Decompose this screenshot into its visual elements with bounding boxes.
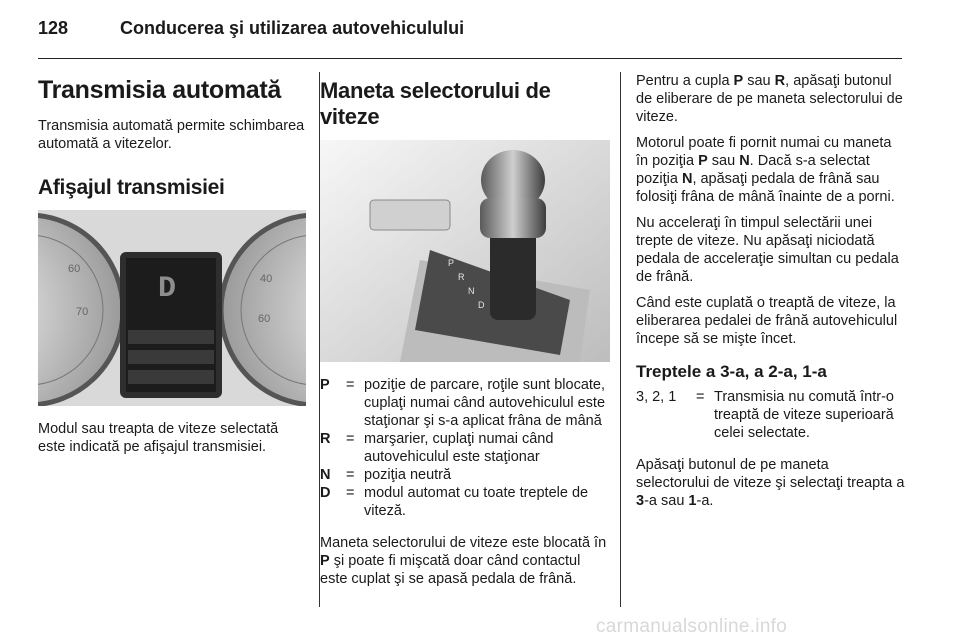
section-heading: Transmisia automată [38, 76, 282, 104]
definition-key: R [320, 431, 331, 447]
intro-paragraph: Transmisia automată permite schimbarea automată a vitezelor. [38, 118, 305, 152]
paragraph-2: Motorul poate fi pornit numai cu maneta în poziţia P sau N. Dacă s-a selectat poziţia N, apăsaţi pedala de frână sau folosiţi frâna de mână înainte de a porni. [636, 135, 895, 205]
transmission-display-figure [38, 210, 306, 406]
svg-text:P: P [448, 258, 455, 268]
definition-r: R = marşarier, cuplaţi numai când autovehiculul este staţionar [320, 430, 610, 466]
column-1 [38, 72, 306, 464]
column-3 [636, 72, 906, 518]
definition-n: N = poziţia neutră [320, 466, 610, 484]
svg-text:60: 60 [258, 313, 271, 325]
svg-text:60: 60 [68, 263, 81, 275]
chapter-title: Conducerea şi utilizarea autovehiculului [120, 18, 465, 38]
paragraph-3: Nu acceleraţi în timpul selectării unei trepte de viteze. Nu apăsaţi niciodată pedala de acceleraţie simultan cu pedala de frână. [636, 215, 899, 285]
definition-text: modul automat cu toate treptele de viteză. [364, 485, 589, 519]
definition-key: P [320, 377, 330, 393]
page-number: 128 [38, 18, 69, 38]
gear-selector-figure [320, 140, 610, 362]
watermark: carmanualsonline.info [596, 616, 788, 637]
definition-key: 3, 2, 1 [636, 389, 677, 405]
column-2 [320, 72, 610, 596]
paragraph-4: Când este cuplată o treaptă de viteze, la eliberarea pedalei de frână autovehiculul începe să se mişte încet. [636, 295, 898, 347]
figure-caption: Modul sau treapta de viteze selectată este indicată pe afişajul transmisiei. [38, 421, 279, 455]
subsection-heading: Treptele a 3-a, a 2-a, 1-a [636, 362, 827, 381]
instrument-cluster-illustration [38, 210, 306, 406]
definition-key: D [320, 485, 331, 501]
paragraph-1: Pentru a cupla P sau R, apăsaţi butonul de eliberare de pe maneta selectorului de viteze. [636, 73, 903, 125]
definition-text: poziţie de parcare, roţile sunt blocate, cuplaţi numai când autovehiculul este staţionar şi s-a aplicat frâna de mână [364, 377, 606, 429]
definition-d: D = modul automat cu toate treptele de viteză. [320, 484, 610, 520]
subsection-heading: Maneta selectorului de viteze [320, 78, 551, 129]
subsection-heading: Afişajul transmisiei [38, 176, 225, 199]
svg-text:N: N [468, 286, 475, 296]
column-divider-2 [620, 72, 621, 607]
gear-indicator: D [158, 272, 177, 306]
definition-key: N [320, 467, 331, 483]
gear-lever-illustration [320, 140, 610, 362]
page-header [38, 14, 918, 44]
svg-text:D: D [478, 300, 485, 310]
svg-text:R: R [458, 272, 465, 282]
gear-positions-list [320, 376, 610, 520]
definition-p: P = poziţie de parcare, roţile sunt blocate, cuplaţi numai când autovehiculul este staţionar şi s-a aplicat frâna de mână [320, 376, 610, 430]
definition-text: Transmisia nu comută într-o treaptă de viteze superioară celei selectate. [714, 389, 894, 441]
svg-text:70: 70 [76, 306, 89, 318]
definition-text: marşarier, cuplaţi numai când autovehiculul este staţionar [364, 431, 554, 465]
paragraph-5: Apăsaţi butonul de pe maneta selectorului de viteze şi selectaţi treapta a 3-a sau 1-a. [636, 457, 905, 509]
header-divider [38, 58, 902, 59]
definition-321: 3, 2, 1 = Transmisia nu comută într-o treaptă de viteze superioară celei selectate. [636, 388, 906, 442]
definition-text: poziţia neutră [364, 467, 452, 483]
svg-text:40: 40 [260, 273, 273, 285]
lever-lock-paragraph: Maneta selectorului de viteze este blocată în P şi poate fi mişcată doar când contactul este cuplat şi se apasă pedala de frână. [320, 535, 607, 587]
